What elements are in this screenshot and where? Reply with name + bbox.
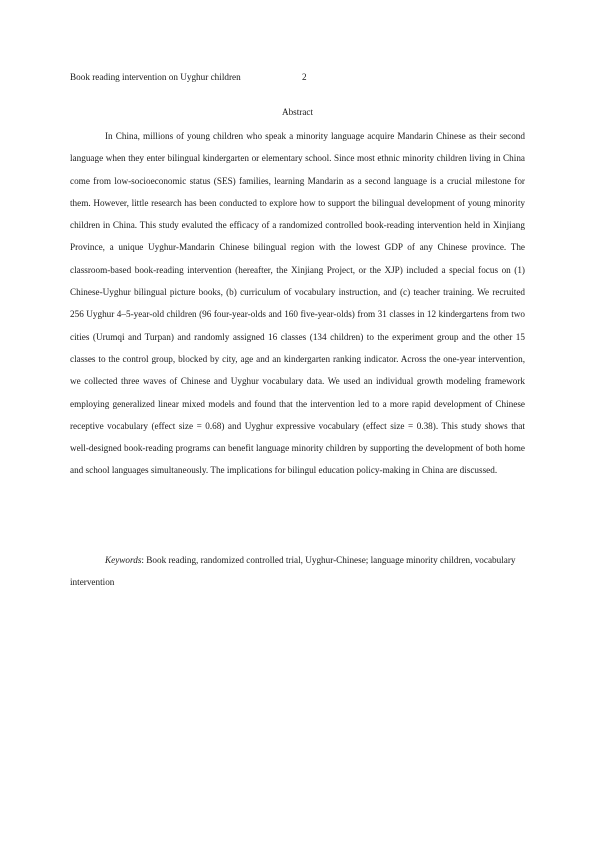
keywords-text: Book reading, randomized controlled trial, Uyghur-Chinese; language minority children, vocabulary intervention — [70, 555, 516, 588]
page-number: 2 — [302, 72, 307, 82]
keywords-label: Keywords — [105, 555, 142, 565]
abstract-heading: Abstract — [281, 107, 314, 117]
abstract-body: In China, millions of young children who speak a minority language acquire Mandarin Chinese as their second language when they enter bilingual kindergarten or elementary school. Since most ethnic minority children living in China come from low-socioeconomic status (SES) families, learning Mandarin as a second language is a crucial milestone for them. However, little research has been conducted to explore how to support the bilingual development of young minority children in China. This study evaluted the efficacy of a randomized controlled book-reading intervention held in Xinjiang Province, a unique Uyghur-Mandarin Chinese bilingual region with the lowest GDP of any Chinese province. The classroom-based book-reading intervention (hereafter, the Xinjiang Project, or the XJP) included a special focus on (1) Chinese-Uyghur bilingual picture books, (b) curriculum of vocabulary instruction, and (c) teacher training. We recruited 256 Uyghur 4–5-year-old children (96 four-year-olds and 160 five-year-olds) from 31 classes in 12 kindergartens from two cities (Urumqi and Turpan) and randomly assigned 16 classes (134 children) to the experiment group and the other 15 classes to the control group, blocked by city, age and an kindergarten ranking indicator. Across the one-year intervention, we collected three waves of Chinese and Uyghur vocabulary data. We used an individual growth modeling framework employing generalized linear mixed models and found that the intervention led to a more rapid development of Chinese receptive vocabulary (effect size = 0.68) and Uyghur expressive vocabulary (effect size = 0.38). This study shows that well-designed book-reading programs can benefit language minority children by supporting the development of both home and school languages simultaneously. The implications for bilingul education policy-making in China are discussed. — [70, 131, 525, 476]
keywords-paragraph — [70, 549, 525, 594]
running-head: Book reading intervention on Uyghur children — [70, 72, 241, 82]
keywords-separator: : — [141, 555, 147, 565]
